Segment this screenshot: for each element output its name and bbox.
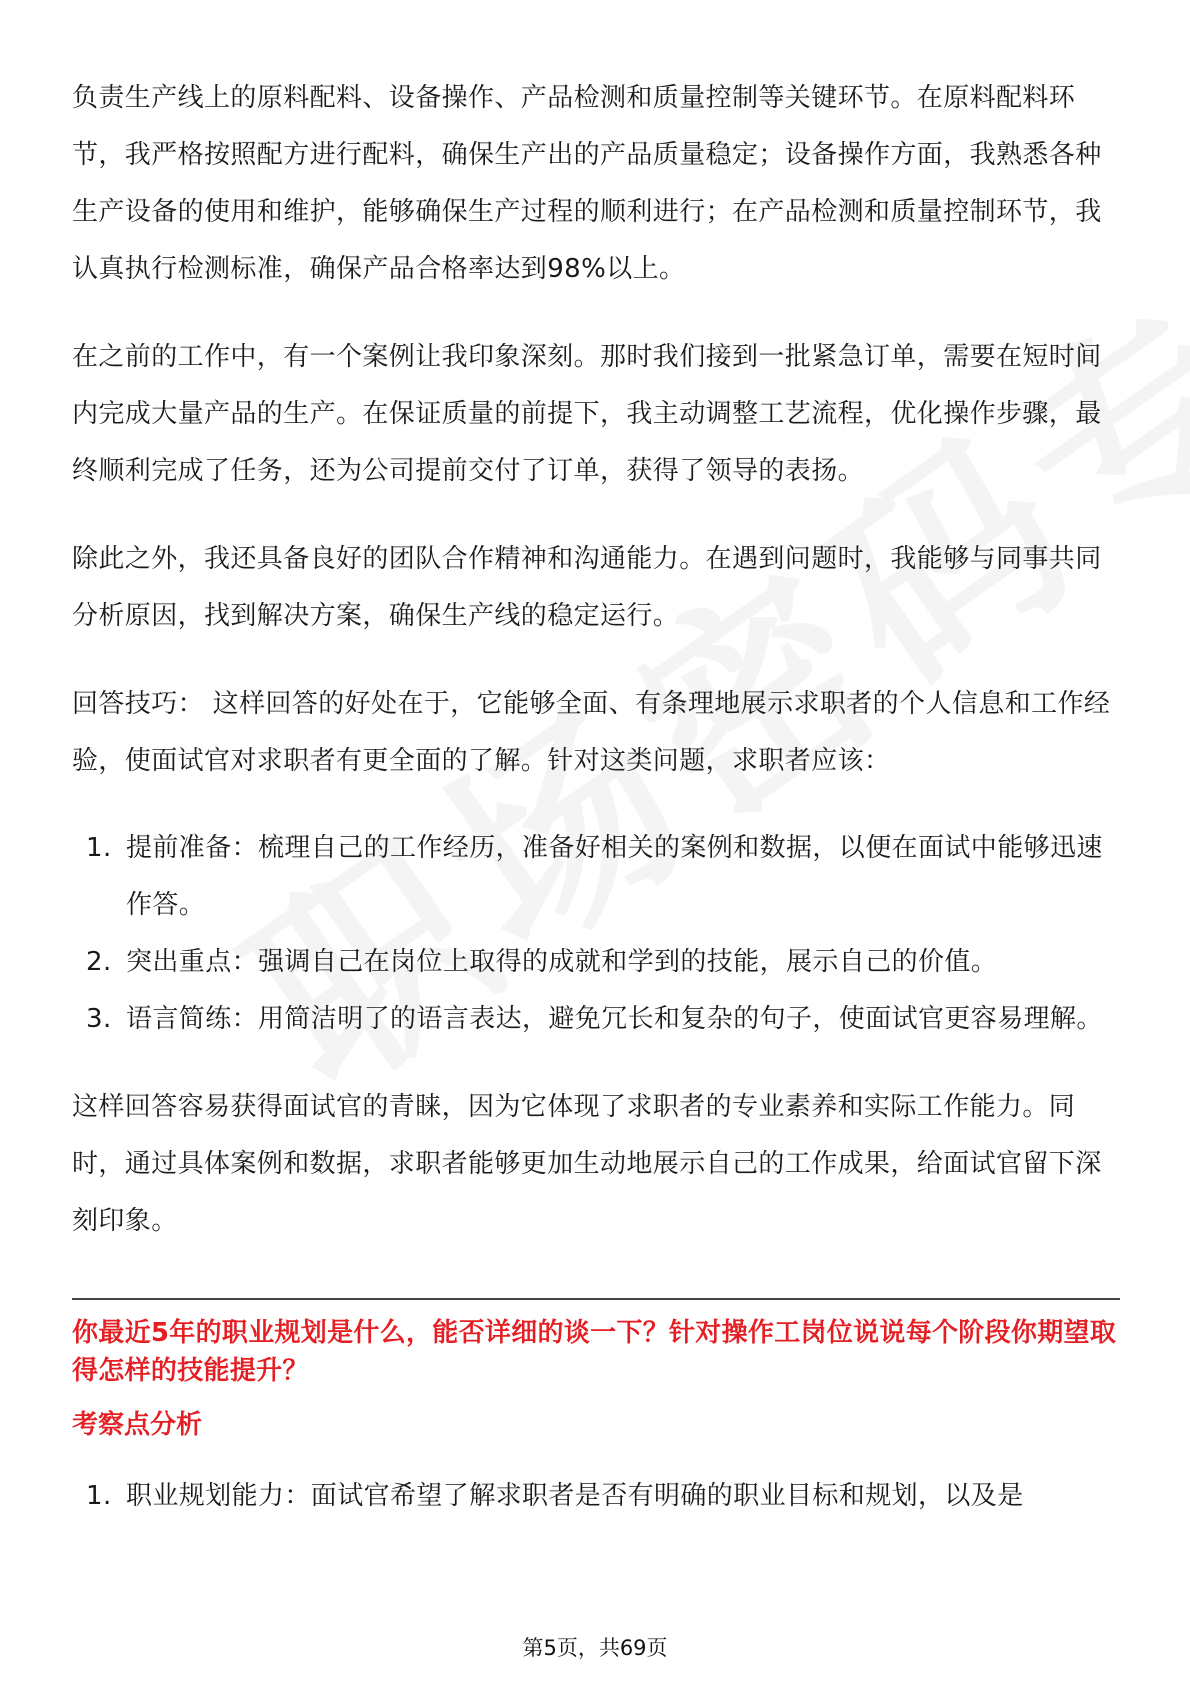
paragraph-answer-tips: 回答技巧： 这样回答的好处在于，它能够全面、有条理地展示求职者的个人信息和工作经验，使面试官对求职者有更全面的了解。针对这类问题，求职者应该： xyxy=(72,689,1111,776)
paragraph-duties: 负责生产线上的原料配料、设备操作、产品检测和质量控制等关键环节。在原料配料环节，我严格按照配方进行配料，确保生产出的产品质量稳定；设备操作方面，我熟悉各种生产设备的使用和维护，能够确保生产过程的顺利进行；在产品检测和质量控制环节，我认真执行检测标准，确保产品合格率达到98%以上。 xyxy=(72,83,1102,284)
question-heading: 你最近5年的职业规划是什么，能否详细的谈一下？针对操作工岗位说说每个阶段你期望取得怎样的技能提升？ xyxy=(72,1318,1117,1386)
clipped-top-line xyxy=(72,0,1120,70)
analysis-heading: 考察点分析 xyxy=(72,1410,203,1440)
list-item: 1. 职业规划能力：面试官希望了解求职者是否有明确的职业目标和规划，以及是 xyxy=(86,1481,1024,1511)
list-item: 3. 语言简练：用简洁明了的语言表达，避免冗长和复杂的句子，使面试官更容易理解。 xyxy=(86,1004,1103,1034)
analysis-list xyxy=(72,1468,1120,1525)
list-item: 2. 突出重点：强调自己在岗位上取得的成就和学到的技能，展示自己的价值。 xyxy=(86,947,998,977)
list-item: 1. 提前准备：梳理自己的工作经历，准备好相关的案例和数据，以便在面试中能够迅速作答。 xyxy=(86,833,1103,920)
document-page xyxy=(72,0,1120,1525)
paragraph-teamwork: 除此之外，我还具备良好的团队合作精神和沟通能力。在遇到问题时，我能够与同事共同分析原因，找到解决方案，确保生产线的稳定运行。 xyxy=(72,544,1102,631)
tips-list xyxy=(72,820,1120,1048)
paragraph-conclusion: 这样回答容易获得面试官的青睐，因为它体现了求职者的专业素养和实际工作能力。同时，通过具体案例和数据，求职者能够更加生动地展示自己的工作成果，给面试官留下深刻印象。 xyxy=(72,1092,1102,1236)
page-footer: 第5页，共69页 xyxy=(522,1636,668,1660)
paragraph-case: 在之前的工作中，有一个案例让我印象深刻。那时我们接到一批紧急订单，需要在短时间内完成大量产品的生产。在保证质量的前提下，我主动调整工艺流程，优化操作步骤，最终顺利完成了任务，还为公司提前交付了订单，获得了领导的表扬。 xyxy=(72,342,1102,486)
